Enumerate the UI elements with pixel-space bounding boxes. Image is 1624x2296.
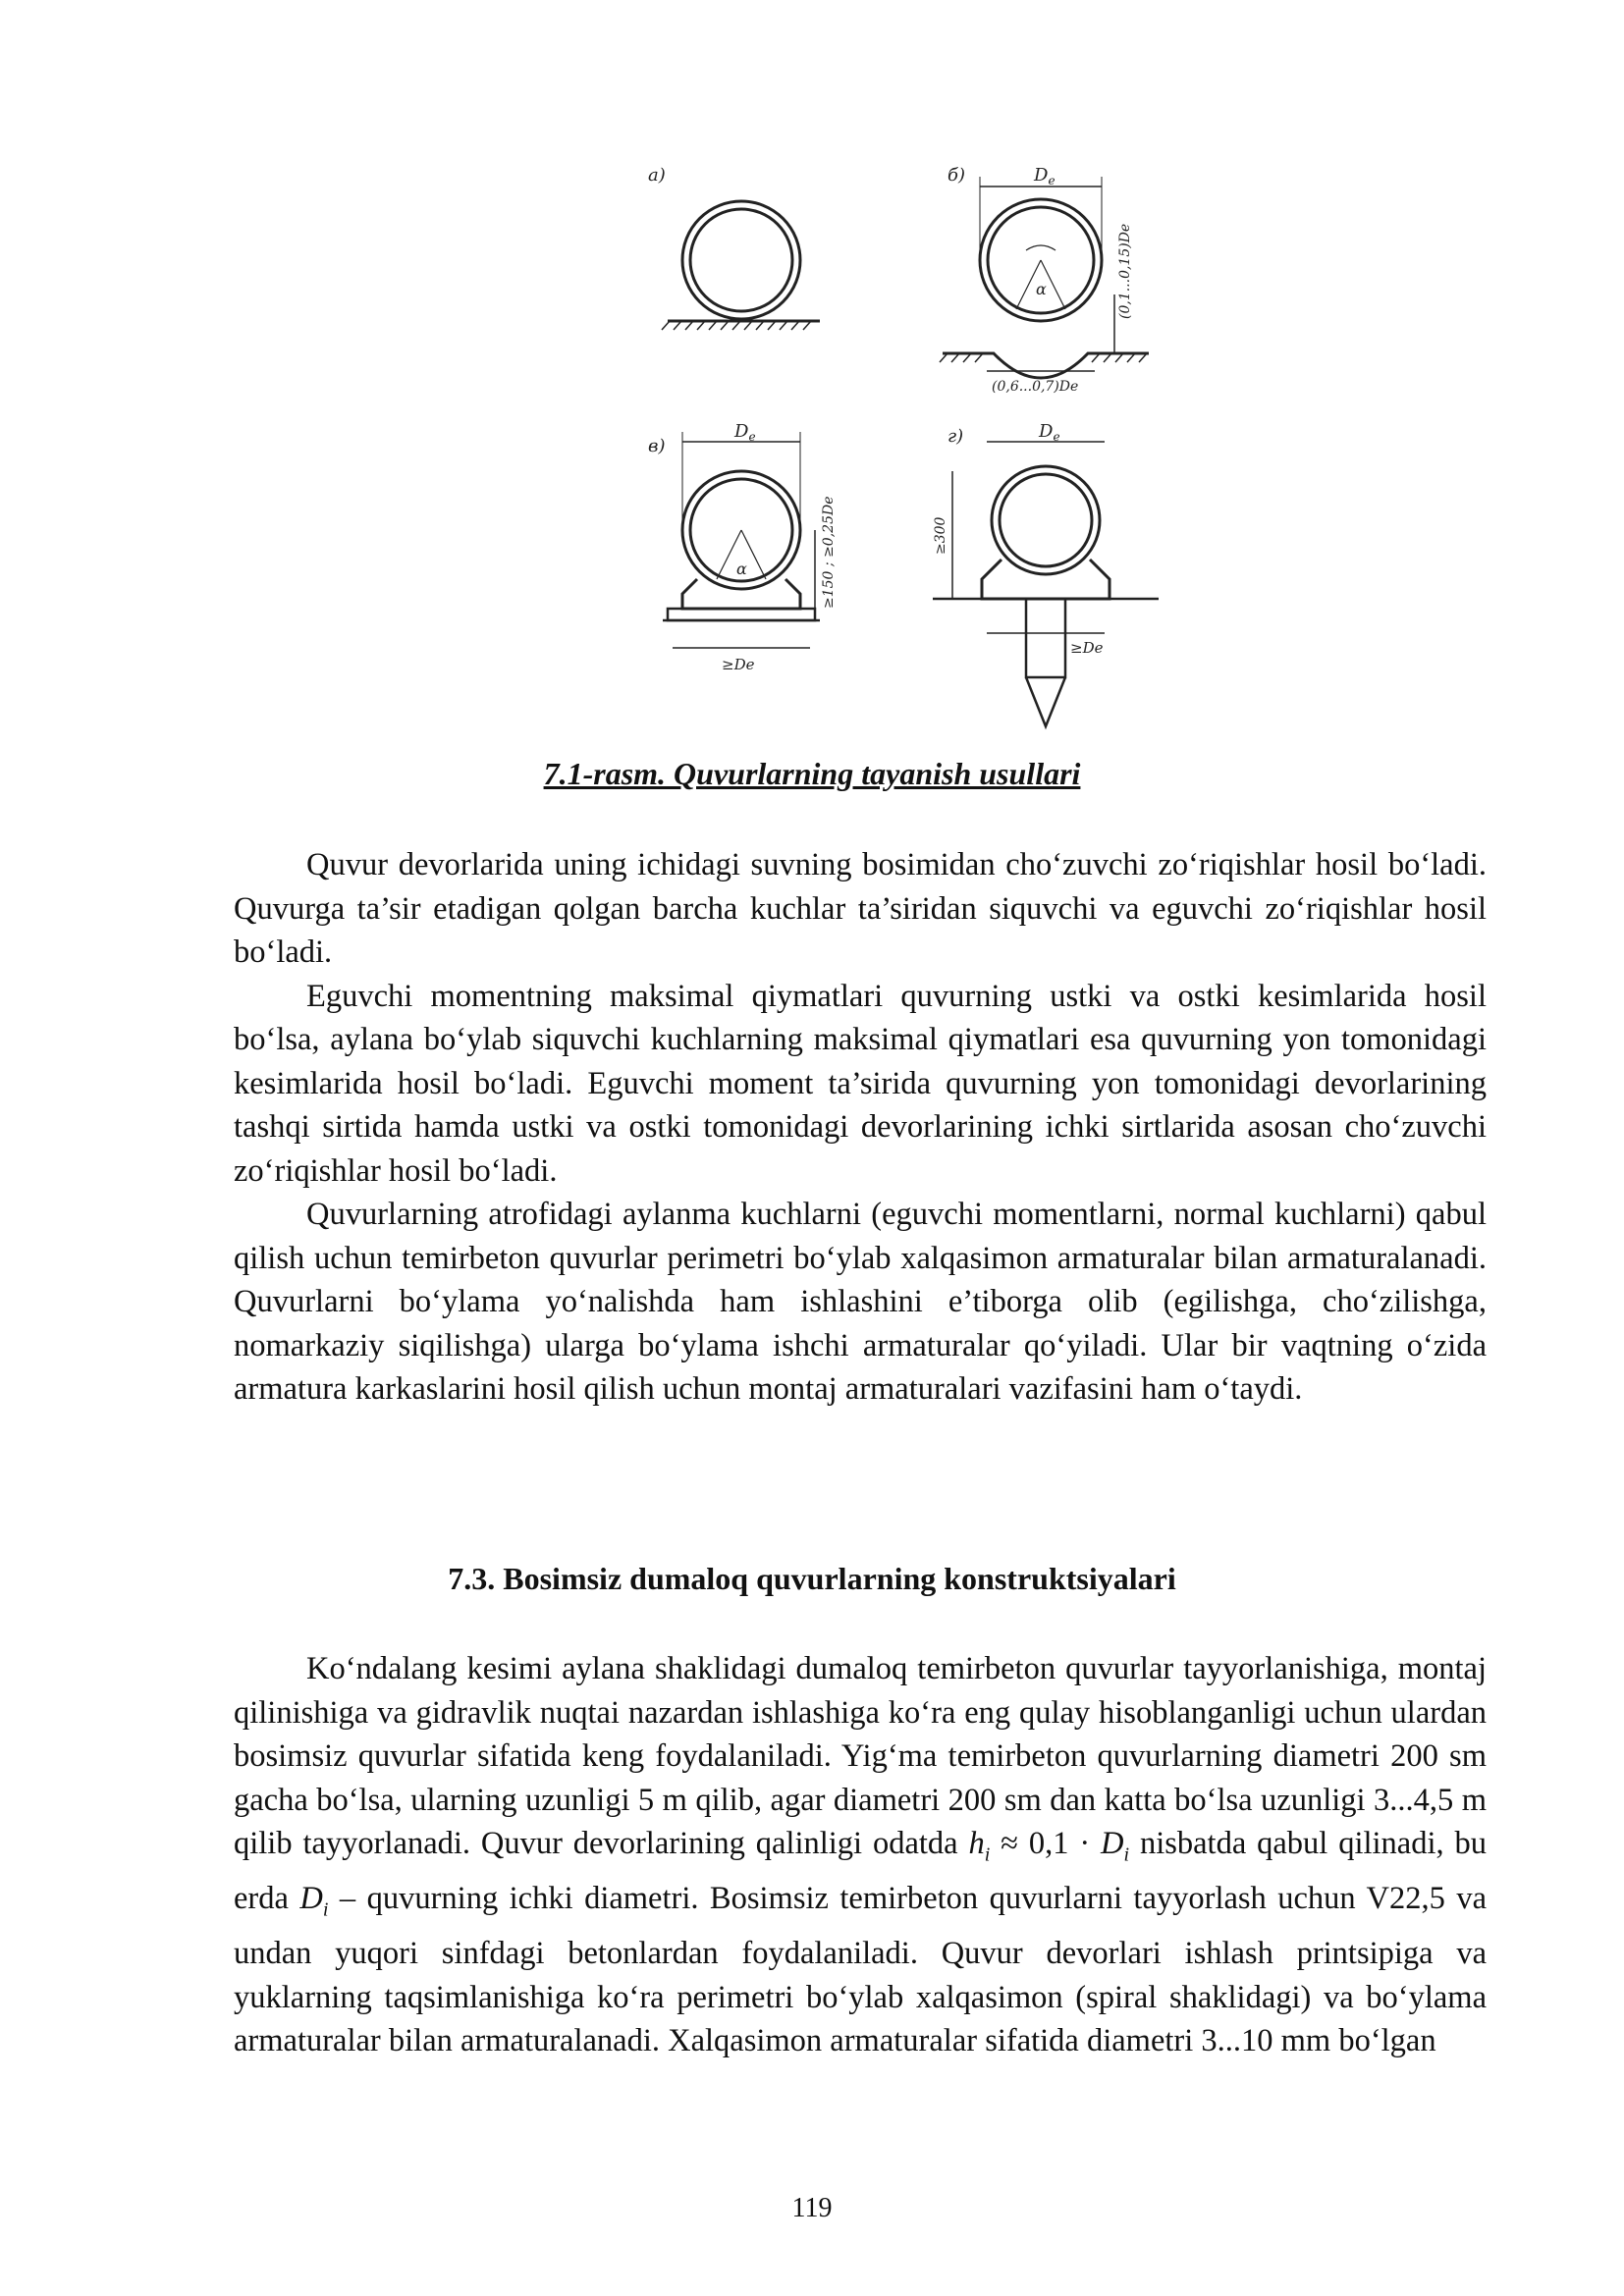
text-block-2	[234, 1647, 1487, 2063]
dim-b-top: $D_e$	[1034, 165, 1056, 187]
paragraph-1: Quvur devorlarida uning ichidagi suvning bosimidan cho‘zuvchi zo‘riqishlar hosil bo‘ladi. Quvurga ta’sir etadigan qolgan barcha kuchlar ta’siridan siquvchi va eguvchi zo‘riqishlar hosil bo‘ladi.	[234, 847, 1487, 970]
paragraph-4: Ko‘ndalang kesimi aylana shaklidagi dumaloq temirbeton quvurlar tayyorlanishiga, montaj qilinishiga va gidravlik nuqtai nazardan ishlashiga ko‘ra eng qulay hisoblanganligi uchun ulardan bosimsiz quvurlar sifatida keng foydalaniladi. Yig‘ma temirbeton quvurlarning diametri 200 sm gacha bo‘lsa, ularning uzunligi 5 m qilib, agar diametri 200 sm dan katta bo‘lsa uzunligi 3...4,5 m qilib tayyorlanadi. Quvur devorlarining qalinligi odatda $h_i \approx 0,1 \cdot D_i$ nisbatda qabul qilinadi, bu erda $D_i$ – quvurning ichki diametri. Bosimsiz temirbeton quvurlarni tayyorlash uchun V22,5 va undan yuqori sinfdagi betonlardan foydalaniladi. Quvur devorlari ishlash printsipiga va yuklarning taqsimlanishiga ko‘ra perimetri bo‘ylab xalqasimon (spiral shaklidagi) va bo‘ylama armaturalar bilan armaturalanadi. Xalqasimon armaturalar sifatida diametri 3...10 mm bo‘lgan	[234, 1651, 1488, 2058]
panel-label-v: в)	[648, 436, 666, 456]
panel-v-pipe	[663, 432, 820, 648]
panel-g-pipe	[933, 442, 1159, 726]
panel-label-b: б)	[947, 165, 966, 186]
dim-v-top: $D_e$	[734, 421, 756, 444]
inner-diameter-symbol: $D_i$	[299, 1881, 329, 1921]
pipe-support-figure	[648, 157, 1193, 756]
page-number: 119	[791, 2193, 833, 2223]
paragraph-2: Eguvchi momentning maksimal qiymatlari quvurning ustki va ostki kesimlarida hosil bo‘lsa, aylana bo‘ylab siquvchi kuchlarning maksimal qiymatlari esa quvurning yon tomonidagi kesimlarida hosil bo‘ladi. Eguvchi moment ta’sirida quvurning yon tomonidagi devorlarining tashqi sirtida hamda ustki va ostki tomonidagi devorlarining ichki sirtlarida asosan cho‘zuvchi zo‘riqishlar hosil bo‘ladi.	[234, 978, 1487, 1189]
dim-b-bottom: (0,6...0,7)De	[992, 379, 1079, 395]
dim-g-side: ≥300	[933, 516, 948, 555]
paragraph-3: Quvurlarning atrofidagi aylanma kuchlarni (eguvchi momentlarni, normal kuchlarni) qabul qilish uchun temirbeton quvurlar perimetri bo‘ylab xalqasimon armaturalar bilan armaturalanadi. Quvurlarni bo‘ylama yo‘nalishda ham ishlashini e’tiborga olib (egilishga, cho‘zilishga, nomarkaziy siqilishga) ularga bo‘ylama ishchi armaturalar qo‘yiladi. Ular bir vaqtning o‘zida armatura karkaslarini hosil qilish uchun montaj armaturalari vazifasini ham o‘taydi.	[234, 1197, 1487, 1407]
dim-v-side: ≥150 ; ≥0,25De	[821, 496, 837, 609]
dim-v-bottom: ≥De	[722, 656, 755, 673]
figure-caption: 7.1-rasm. Quvurlarning tayanish usullari	[543, 756, 1081, 791]
dim-g-bottom: ≥De	[1070, 639, 1104, 657]
panel-a-pipe	[662, 201, 820, 330]
angle-b: α	[1036, 280, 1047, 298]
section-heading: 7.3. Bosimsiz dumaloq quvurlarning konstruktsiyalari	[448, 1561, 1176, 1596]
dim-g-top: $D_e$	[1039, 421, 1060, 444]
angle-v: α	[736, 560, 747, 578]
pipe-support-drawing	[648, 157, 1193, 756]
wall-thickness-formula: $h_i \approx 0,1 \cdot D_i$	[968, 1826, 1130, 1866]
text-block-1	[234, 843, 1487, 1412]
dim-b-side: (0,1...0,15)De	[1117, 223, 1133, 319]
panel-label-g: г)	[947, 426, 964, 447]
panel-label-a: а)	[648, 165, 666, 186]
